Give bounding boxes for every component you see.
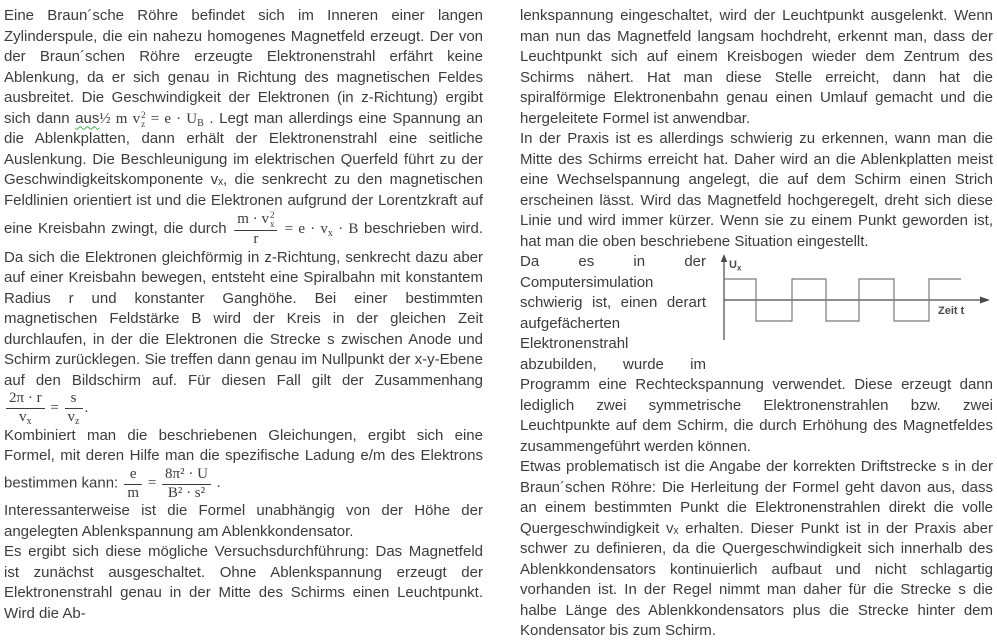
denominator [6,408,45,426]
denominator: B² · s² [162,484,211,502]
formula-text: m · v [237,210,269,227]
y-axis-label [729,259,742,273]
denominator: m [124,484,142,502]
right-column [520,6,993,639]
superscript: 2 [269,210,275,220]
formula-text: . [212,475,221,492]
equals-sign: = [46,399,63,416]
numerator: s [70,390,77,407]
numerator [234,211,277,230]
misspelled-word-aus: aus [75,109,100,127]
fraction [65,391,83,426]
fraction [234,211,277,248]
body-text: Kombiniert man die beschriebenen Gleichungen, ergibt sich eine Formel, mit deren Hilfe man die spezifische Ladung e/m des Elektrons bestimmen kann: [4,426,483,492]
paragraph-deflection: lenkspannung eingeschaltet, wird der Leuchtpunkt ausgelenkt. Wenn man nun das Magnetfeld langsam hochdreht, erkennt man, dass der Leuchtpunkt sich auf einem Kreisbogen wieder dem Zentrum des Schirms nähert. Hat man diese Stelle erreicht, dann hat die spiralförmige Elektronenbahn genau einen Umlauf gemacht und die hergeleitete Formel ist anwendbar. [520,7,993,127]
x-axis-arrow-icon [980,297,990,304]
subscript: x [26,416,32,427]
formula-text: · B [332,220,359,237]
y-axis-label-subscript: x [736,263,742,273]
numerator: 2π · r [9,390,42,407]
fraction [162,467,211,502]
numerator: 8π² · U [165,465,208,482]
formula-text: . [84,399,89,416]
body-text: Da es in der Computersimulation schwierig ist, einen derart aufgefächerten Elektronenstrahl abzubilden, wurde im Programm eine Rechteckspannung verwendet. Diese erzeugt dann lediglich zwei symmetrische Elektronenstrahlen bzw. zwei Leuchtpunkte auf dem Schirm, die durch Erhöhung des Magnetfeldes zusammengeführt werden können. [520,253,993,455]
superscript: 2 [141,109,146,120]
formula-text: v [67,409,76,425]
formula-text: v [19,409,27,425]
paragraph-specific-charge [4,426,483,502]
denominator [65,408,83,426]
paragraph-simulation [520,252,993,457]
paragraph-independence-note: Interessanterweise ist die Formel unabhängig von der Höhe der angelegten Ablenkspannung am Ablenkkondensator. [4,502,483,540]
paragraph-intro [4,6,483,426]
waveform-figure [714,254,993,362]
formula-lorentz-circle [232,210,359,247]
subscript: B [197,117,204,129]
formula-acceleration-energy [99,111,203,127]
y-axis-arrow-icon [721,254,727,262]
body-text: Eine Braun´sche Röhre befindet sich im Inneren einer langen Zylinderspule, die ein nahezu homogenes Magnetfeld erzeugt. Der von der Braun´schen Röhre erzeugte Elektronenstrahl erfährt keine Ablenkung, da er sich genau in Richtung des magnetischen Feldes ausbreitet. Die Geschwindigkeit der Elektronen (in z-Richtung) ergibt sich dann [4,7,483,127]
formula-text: ½ m v [99,110,141,127]
body-text: beschrieben wird. Da sich die Elektronen gleichförmig in z-Richtung, senkrecht dazu aber auf einer Kreisbahn bewegen, entsteht eine Spiralbahn mit konstantem Radius r und konstanter Ganghöhe. Bei einer bestimmten magnetischen Feldstärke B wird der Kreis in der gleichen Zeit durchlaufen, in der die Elektronen die Strecke s zwischen Anode und Schirm zurücklegen. Sie treffen dann genau im Nullpunkt der x-y-Ebene auf den Bildschirm auf. Für diesen Fall gilt der Zusammenhang [4,219,484,389]
paragraph-practice: In der Praxis ist es allerdings schwierig zu erkennen, wann man die Mitte des Schirms erreicht hat. Daher wird an die Ablenkplatten meist eine Wechselspannung angelegt, die auf dem Schirm einen Strich erscheinen lässt. Wird das Magnetfeld hochgeregelt, dreht sich diese Linie und wird immer kürzer. Wenn sie zu einem Punkt geworden ist, hat man die oben beschriebene Situation eingestellt. [520,130,993,250]
formula-e-over-m [122,465,221,501]
subscript: z [75,416,80,427]
x-axis-label: Zeit t [938,305,965,317]
fraction [6,391,45,426]
paragraph-driftstrecke: Etwas problematisch ist die Angabe der korrekten Driftstrecke s in der Braun´schen Röhre: Die Herleitung der Formel geht davon aus, dass an einem bestimmten Punkt die Elektronenstrahlen direkt die volle Quergeschwindigkeit vₓ erhalten. Dieser Punkt ist in der Praxis aber schwer zu definieren, da die Quergeschwindigkeit sich innerhalb des Ablenkkondensators kontinuierlich aufbaut und nicht schlagartig vorhanden ist. In der Regel nimmt man daher für die Strecke s die halbe Länge des Ablenkkondensators plus die Strecke hinter dem Kondensator bis zum Schirm. [520,458,993,639]
denominator: r [234,230,277,248]
subscript: z [141,118,146,129]
sup-sub-stack [270,211,275,229]
square-wave-diagram [714,254,993,362]
subscript: x [327,227,333,239]
paragraph-experiment-setup: Es ergibt sich diese mögliche Versuchsdurchführung: Das Magnetfeld ist zunächst ausgeschaltet. Ohne Ablenkspannung erzeugt der Elektronenstrahl genau in der Mitte des Schirms einen Leuchtpunkt. Wird die Ab- [4,543,483,622]
left-column [4,6,484,622]
formula-text: = e · U [145,110,198,127]
equals-sign: = [144,475,161,492]
numerator: e [129,465,137,482]
y-axis-label-main: U [729,259,737,271]
body-text: . Legt man allerdings eine Spannung an die Ablenkplatten, dann erhält der Elektronenstrahl eine seitliche Auslenkung. Die Beschleunigung im elektrischen Querfeld führt zu der Geschwindigkeitskomponente vₓ, die senkrecht zu den magnetischen Feldlinien orientiert ist und die Elektronen aufgrund der Lorentzkraft auf eine Kreisbahn zwingt, die durch [4,109,483,237]
formula-text: = e · v [279,220,328,237]
fraction [124,467,142,502]
subscript: x [269,219,275,229]
